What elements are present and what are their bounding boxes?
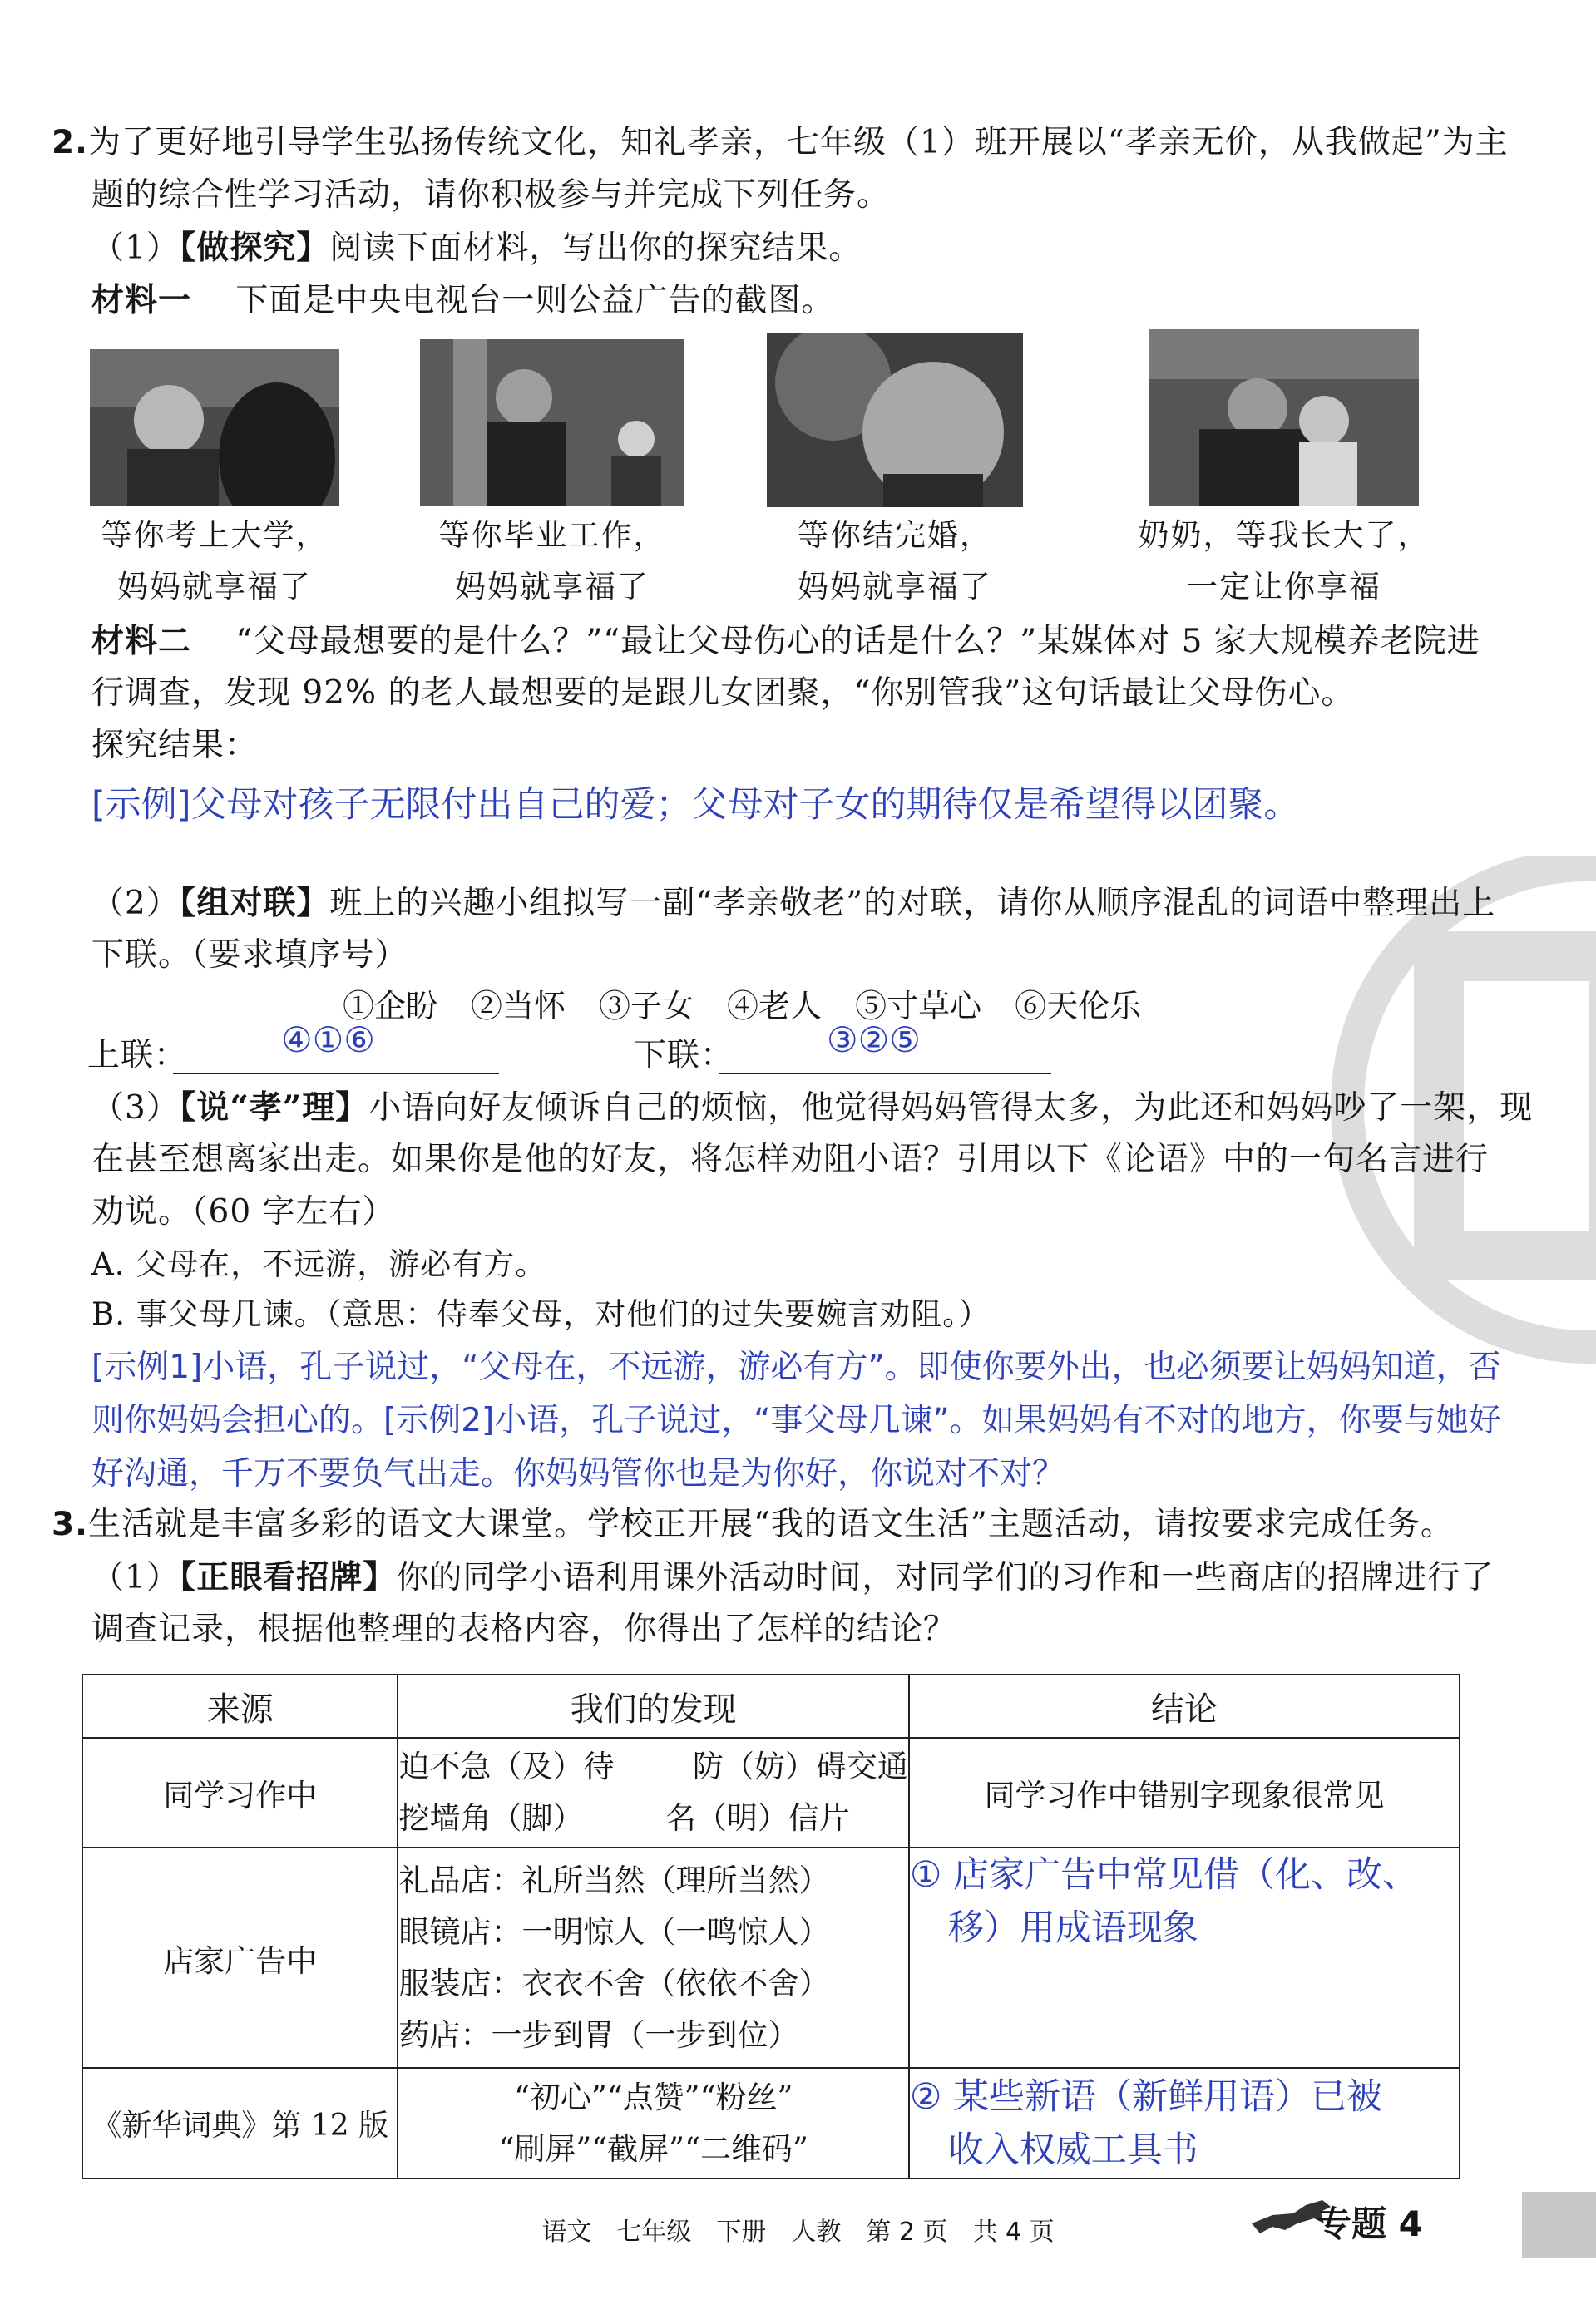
material-2-line2: 行调查，发现 92% 的老人最想要的是跟儿女团聚，“你别管我”这句话最让父母伤心。	[91, 674, 1355, 712]
q2-part3-label: （3）	[91, 1089, 180, 1127]
q2-part1-label: （1）	[91, 229, 180, 267]
row3-find-line1: “初心”“点赞”“粉丝”	[513, 2079, 793, 2115]
header-findings: 我们的发现	[398, 1675, 908, 1738]
q2-part3-answer-line3: 好沟通，千万不要负气出走。你妈妈管你也是为你好，你说对不对？	[91, 1455, 1065, 1493]
row1-findings	[398, 1738, 908, 1848]
row2-source: 店家广告中	[82, 1848, 398, 2068]
row3-conclusion	[909, 2068, 1460, 2178]
table-row	[82, 1738, 1460, 1848]
material-2-label: 材料二	[91, 622, 192, 660]
q2-part2-label: （2）	[91, 885, 180, 922]
caption-2-line2: 妈妈就享福了	[455, 569, 650, 604]
material-1-line	[91, 274, 834, 328]
row3-findings	[398, 2068, 908, 2178]
q2-part2-line1	[91, 876, 1495, 930]
q2-part2-line2: 下联。（要求填序号）	[91, 936, 408, 974]
caption-4-line1: 奶奶，等我长大了，	[1138, 517, 1430, 553]
q3-part1-line1	[91, 1551, 1494, 1605]
question-2-intro-line1	[52, 116, 1509, 170]
q2-part1-prompt	[91, 221, 862, 275]
row1-source: 同学习作中	[82, 1738, 398, 1848]
row2-find-2: 眼镜店：一明惊人（一鸣惊人）	[398, 1913, 830, 1950]
q3-intro-text: 生活就是丰富多彩的语文大课堂。学校正开展“我的语文生活”主题活动，请按要求完成任务。	[87, 1506, 1454, 1543]
quote-option-a: A. 父母在，不远游，游必有方。	[91, 1246, 547, 1282]
q2-part3-text: 小语向好友倾诉自己的烦恼，他觉得妈妈管得太多，为此还和妈妈吵了一架，现	[368, 1089, 1534, 1127]
header-conclusion: 结论	[909, 1675, 1460, 1738]
upper-couplet-label: 上联：	[87, 1037, 188, 1074]
upper-couplet-answer: ④①⑥	[281, 1019, 375, 1060]
table-row	[82, 2068, 1460, 2178]
q2-part3-line1	[91, 1081, 1533, 1135]
q2-part2-text: 班上的兴趣小组拟写一副“孝亲敬老”的对联，请你从顺序混乱的词语中整理出上	[329, 885, 1496, 922]
quote-option-b: B. 事父母几谏。（意思：侍奉父母，对他们的过失要婉言劝阻。）	[91, 1296, 991, 1332]
q2-part1-tag: 【做探究】	[179, 229, 330, 267]
caption-3-line2: 妈妈就享福了	[798, 569, 992, 604]
option-6: ⑥天伦乐	[1015, 988, 1142, 1024]
findings-table	[82, 1674, 1460, 2179]
ad-screenshot-3	[767, 333, 1023, 507]
caption-3-line1: 等你结完婚，	[798, 517, 992, 553]
material-2-line1	[91, 614, 1480, 669]
row1-find-b2: 名（明）信片	[665, 1800, 850, 1836]
material-1-text: 下面是中央电视台一则公益广告的截图。	[235, 282, 835, 319]
row2-find-4: 药店：一步到胃（一步到位）	[398, 2016, 799, 2053]
lower-couplet-blank	[719, 1073, 1051, 1074]
row2-find-1: 礼品店：礼所当然（理所当然）	[398, 1862, 830, 1898]
caption-1-line2: 妈妈就享福了	[117, 569, 312, 604]
row3-conclusion-line1: ② 某些新语（新鲜用语）已被	[909, 2075, 1383, 2118]
caption-2-line1: 等你毕业工作，	[438, 517, 666, 553]
ad-screenshot-4	[1149, 329, 1419, 506]
result-label: 探究结果：	[91, 727, 259, 764]
row2-findings	[398, 1848, 908, 2068]
option-5: ⑤寸草心	[855, 988, 982, 1024]
lower-couplet-label: 下联：	[634, 1037, 734, 1074]
row1-conclusion: 同学习作中错别字现象很常见	[909, 1738, 1460, 1848]
q2-part3-line2: 在甚至想离家出走。如果你是他的好友，将怎样劝阻小语？引用以下《论语》中的一句名言进行	[91, 1141, 1490, 1178]
q2-part1-text: 阅读下面材料，写出你的探究结果。	[329, 229, 862, 267]
header-source: 来源	[82, 1675, 398, 1738]
q3-part1-text: 你的同学小语利用课外活动时间，对同学们的习作和一些商店的招牌进行了	[396, 1559, 1495, 1596]
q2-part3-tag: 【说“孝”理】	[179, 1088, 369, 1127]
row1-find-a1: 迫不急（及）待	[398, 1749, 615, 1784]
footer-info: 语文 七年级 下册 人教 第 2 页 共 4 页	[541, 2218, 1055, 2247]
couplet-options	[343, 981, 1174, 1031]
ad-screenshot-2	[420, 339, 684, 506]
row3-find-line2: “刷屏”“截屏”“二维码”	[498, 2130, 808, 2167]
material-1-label: 材料一	[91, 281, 192, 319]
ad-screenshot-1	[90, 349, 339, 506]
row2-find-3: 服装店：衣衣不舍（依依不舍）	[398, 1965, 830, 2001]
result-answer: [示例]父母对孩子无限付出自己的爱；父母对子女的期待仅是希望得以团聚。	[91, 784, 1300, 826]
q2-part2-tag: 【组对联】	[179, 884, 330, 922]
caption-4-line2: 一定让你享福	[1187, 569, 1381, 604]
table-row	[82, 1848, 1460, 2068]
q2-part3-line3: 劝说。（60 字左右）	[91, 1193, 396, 1231]
q2-part3-answer-line2: 则你妈妈会担心的。[示例2]小语，孔子说过，“事父母几谏”。如果妈妈有不对的地方，你要与她好	[91, 1402, 1501, 1439]
table-header-row	[82, 1675, 1460, 1738]
question-2-intro-line2: 题的综合性学习活动，请你积极参与并完成下列任务。	[91, 176, 891, 214]
option-4: ④老人	[727, 988, 823, 1024]
question-2-number: 2.	[52, 124, 88, 161]
row2-conclusion-line2: 移）用成语现象	[947, 1907, 1198, 1949]
q2-part3-answer-line1: [示例1]小语，孔子说过，“父母在，不远游，游必有方”。即使你要外出，也必须要让妈妈知道，否	[91, 1349, 1501, 1386]
q3-part1-label: （1）	[91, 1559, 180, 1596]
topic-label: 专题 4	[1317, 2203, 1423, 2244]
option-2: ②当怀	[471, 988, 566, 1024]
row1-find-a2: 防（妨）碍交通	[692, 1749, 908, 1784]
edge-tab	[1522, 2192, 1596, 2258]
row3-conclusion-line2: 收入权威工具书	[947, 2129, 1198, 2171]
row2-conclusion-line1: ① 店家广告中常见借（化、改、	[909, 1854, 1419, 1896]
row1-find-b1: 挖墙角（脚）	[398, 1800, 584, 1836]
question-3-intro	[52, 1498, 1454, 1552]
q3-part1-tag: 【正眼看招牌】	[179, 1558, 397, 1596]
lower-couplet-answer: ③②⑤	[827, 1019, 921, 1060]
option-3: ③子女	[599, 988, 694, 1024]
row2-conclusion	[909, 1848, 1460, 2068]
q2-intro-text: 为了更好地引导学生弘扬传统文化，知礼孝亲，七年级（1）班开展以“孝亲无价，从我做起”为主	[87, 124, 1509, 161]
q3-part1-line2: 调查记录，根据他整理的表格内容，你得出了怎样的结论？	[91, 1611, 957, 1648]
question-3-number: 3.	[52, 1506, 88, 1543]
caption-1-line1: 等你考上大学，	[101, 517, 329, 553]
option-1: ①企盼	[343, 988, 438, 1024]
row3-source: 《新华词典》第 12 版	[82, 2068, 398, 2178]
material-2-text: “父母最想要的是什么？”“最让父母伤心的话是什么？”某媒体对 5 家大规模养老院进	[235, 623, 1480, 660]
upper-couplet-blank	[173, 1073, 499, 1074]
